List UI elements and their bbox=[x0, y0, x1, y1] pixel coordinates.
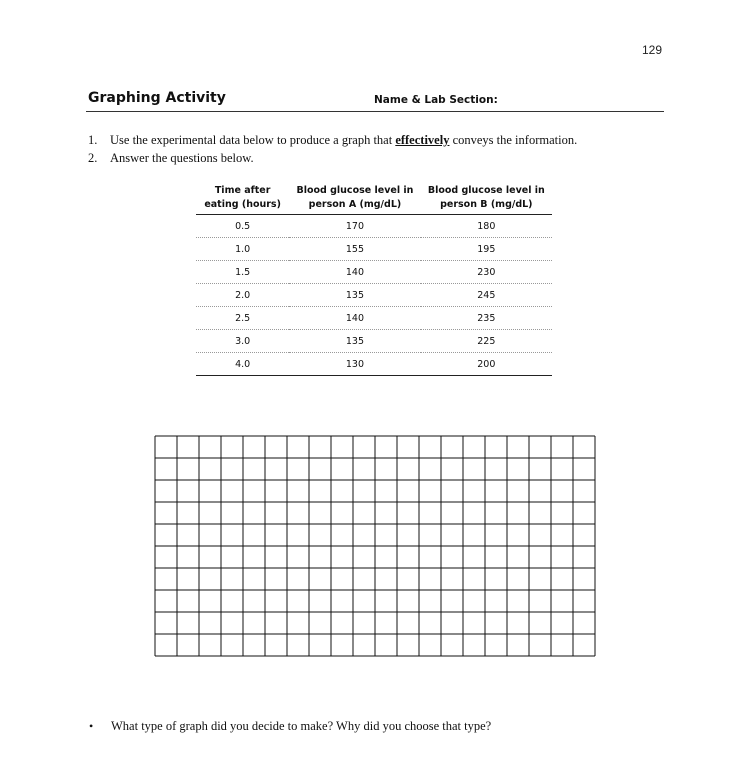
table-header-row bbox=[196, 184, 552, 215]
question-item bbox=[89, 719, 491, 734]
table-row bbox=[196, 307, 552, 330]
cell-time: 3.0 bbox=[196, 330, 289, 353]
instruction-text: conveys the information. bbox=[449, 133, 578, 147]
question-text: What type of graph did you decide to make? Why did you choose that type? bbox=[111, 719, 492, 733]
page-title: Graphing Activity bbox=[88, 90, 226, 106]
column-header-person-b bbox=[421, 184, 552, 215]
header-line: person A (mg/dL) bbox=[308, 199, 402, 210]
cell-person-b: 235 bbox=[421, 307, 552, 330]
cell-person-a: 135 bbox=[289, 330, 420, 353]
table-row bbox=[196, 330, 552, 353]
instruction-number: 2. bbox=[88, 151, 98, 165]
header-line: person B (mg/dL) bbox=[440, 199, 533, 210]
page-number: 129 bbox=[641, 43, 662, 57]
instruction-text: Answer the questions below. bbox=[110, 151, 254, 165]
name-lab-section-label: Name & Lab Section: bbox=[374, 94, 498, 106]
instruction-item bbox=[88, 131, 577, 149]
header-line: Blood glucose level in bbox=[296, 185, 414, 196]
cell-person-a: 140 bbox=[289, 261, 420, 284]
cell-time: 0.5 bbox=[196, 215, 289, 238]
instruction-emphasis: effectively bbox=[395, 133, 450, 147]
graph-grid-area bbox=[154, 435, 596, 657]
cell-time: 2.5 bbox=[196, 307, 289, 330]
header-line: eating (hours) bbox=[204, 199, 281, 210]
glucose-data-table bbox=[196, 184, 552, 376]
bullet-icon: • bbox=[89, 719, 94, 733]
cell-person-b: 230 bbox=[421, 261, 552, 284]
cell-time: 2.0 bbox=[196, 284, 289, 307]
instruction-text: Use the experimental data below to produce a graph that bbox=[110, 133, 396, 147]
cell-person-b: 200 bbox=[421, 353, 552, 376]
cell-person-b: 225 bbox=[421, 330, 552, 353]
header-line: Time after bbox=[214, 185, 271, 196]
header-line: Blood glucose level in bbox=[427, 185, 545, 196]
instructions-list bbox=[88, 131, 577, 167]
instruction-item bbox=[88, 149, 577, 167]
cell-person-a: 140 bbox=[289, 307, 420, 330]
graph-grid bbox=[154, 435, 596, 657]
table-row bbox=[196, 261, 552, 284]
cell-time: 1.0 bbox=[196, 238, 289, 261]
cell-person-b: 245 bbox=[421, 284, 552, 307]
table-row bbox=[196, 353, 552, 376]
cell-person-a: 170 bbox=[289, 215, 420, 238]
table-row bbox=[196, 238, 552, 261]
cell-person-b: 195 bbox=[421, 238, 552, 261]
cell-person-a: 155 bbox=[289, 238, 420, 261]
cell-time: 1.5 bbox=[196, 261, 289, 284]
table-row bbox=[196, 284, 552, 307]
column-header-time bbox=[196, 184, 289, 215]
column-header-person-a bbox=[289, 184, 420, 215]
cell-person-b: 180 bbox=[421, 215, 552, 238]
header-divider bbox=[86, 111, 664, 112]
instruction-number: 1. bbox=[88, 133, 98, 147]
cell-person-a: 130 bbox=[289, 353, 420, 376]
cell-time: 4.0 bbox=[196, 353, 289, 376]
cell-person-a: 135 bbox=[289, 284, 420, 307]
table-row bbox=[196, 215, 552, 238]
